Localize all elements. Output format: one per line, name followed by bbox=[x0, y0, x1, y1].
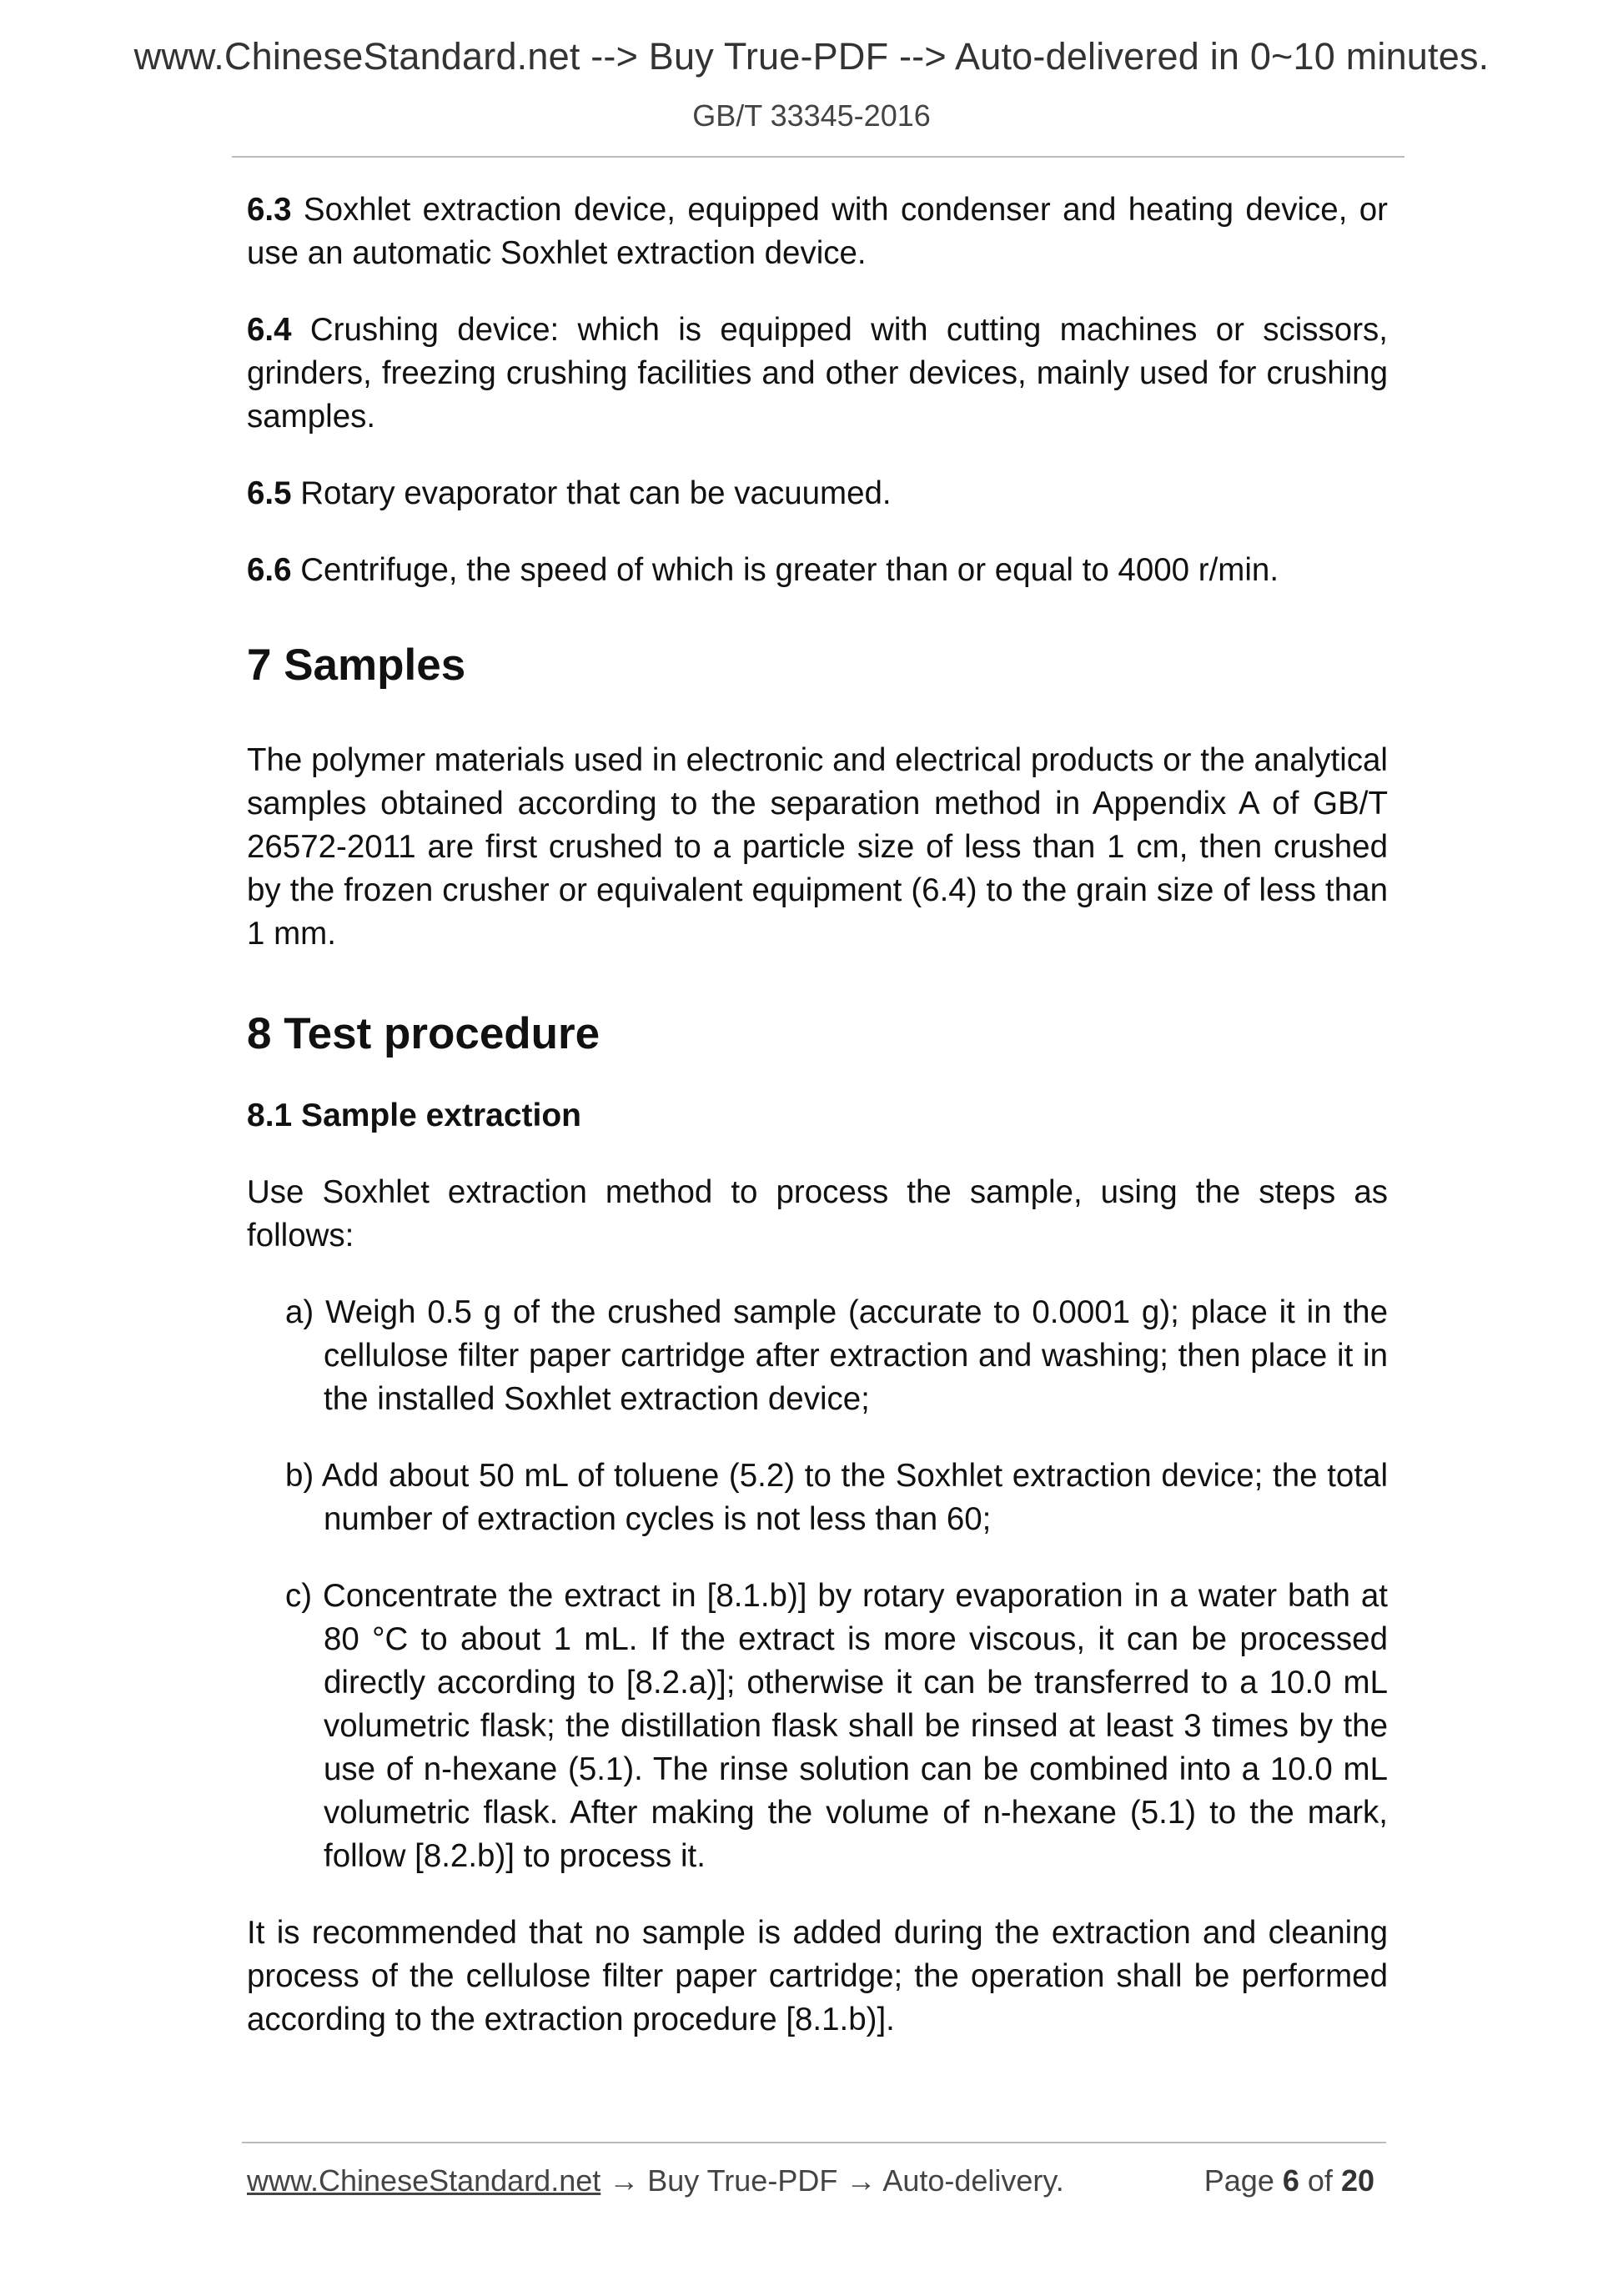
list-item: c) Concentrate the extract in [8.1.b)] by rotary evaporation in a water bath at 80 °C to about 1 mL. If the extract is more viscous, it can be processed directly according to [8.2.a)]; otherwise it can be transferred to a 10.0 mL volumetric flask; the distillation flask shall be rinsed at least 3 times by the use of n-hexane (5.1). The rinse solution can be combined into a 10.0 mL volumetric flask. After making the volume of n-hexane (5.1) to the mark, follow [8.2.b)] to process it. bbox=[285, 1578, 1388, 1874]
section-7-body: The polymer materials used in electronic and electrical products or the analytical samples obtained according to the separation method in Appendix A of GB/T 26572-2011 are first crushed to a particle size of less than 1 cm, then crushed by the frozen crusher or equivalent equipment (6.4) to the grain size of less than 1 mm. bbox=[247, 742, 1388, 952]
standard-code: GB/T 33345-2016 bbox=[692, 98, 931, 133]
clause-6-3 bbox=[247, 188, 1388, 275]
footer bbox=[247, 2163, 1381, 2198]
of-word: of bbox=[1307, 2163, 1333, 2198]
clause-text: Rotary evaporator that can be vacuumed. bbox=[291, 475, 892, 511]
page-word: Page bbox=[1203, 2163, 1274, 2198]
section-8-1-note: It is recommended that no sample is added during the extraction and cleaning process of the cellulose filter paper cartridge; the operation shall be performed according to the extraction procedure [8.1.b)]. bbox=[247, 1915, 1388, 2037]
page-indicator bbox=[1204, 2163, 1374, 2198]
clause-6-4 bbox=[247, 309, 1388, 439]
section-8-heading: 8 Test procedure bbox=[247, 1009, 600, 1058]
list-item: a) Weigh 0.5 g of the crushed sample (accurate to 0.0001 g); place it in the cellulose filter paper cartridge after extraction and washing; then place it in the installed Soxhlet extraction device; bbox=[285, 1294, 1388, 1417]
page-number: 6 bbox=[1282, 2163, 1299, 2198]
footer-divider bbox=[242, 2142, 1386, 2143]
clause-6-6 bbox=[247, 549, 1388, 592]
top-banner: www.ChineseStandard.net --> Buy True-PDF --> Auto-delivered in 0~10 minutes. bbox=[133, 35, 1490, 78]
list-item: b) Add about 50 mL of toluene (5.2) to the Soxhlet extraction device; the total number of extraction cycles is not less than 60; bbox=[285, 1458, 1388, 1537]
clause-text: Crushing device: which is equipped with cutting machines or scissors, grinders, freezing crushing facilities and other devices, mainly used for crushing samples. bbox=[247, 312, 1388, 435]
footer-site-link[interactable]: www.ChineseStandard.net bbox=[247, 2163, 601, 2198]
clause-text: Soxhlet extraction device, equipped with condenser and heating device, or use an automatic Soxhlet extraction device. bbox=[247, 192, 1388, 271]
page-content bbox=[247, 188, 1388, 2042]
clause-6-5 bbox=[247, 472, 1388, 515]
page-total: 20 bbox=[1340, 2163, 1374, 2198]
footer-tagline: → Buy True-PDF → Auto-delivery. bbox=[600, 2163, 1064, 2198]
section-8-1-intro: Use Soxhlet extraction method to process the sample, using the steps as follows: bbox=[247, 1174, 1388, 1254]
section-8-1-heading: 8.1 Sample extraction bbox=[247, 1098, 582, 1133]
clause-number: 6.4 bbox=[247, 312, 292, 348]
section-7-heading: 7 Samples bbox=[247, 641, 466, 690]
clause-text: Centrifuge, the speed of which is greater than or equal to 4000 r/min. bbox=[291, 552, 1279, 588]
header-divider bbox=[232, 156, 1404, 158]
clause-number: 6.3 bbox=[247, 192, 292, 228]
clause-number: 6.6 bbox=[247, 552, 292, 588]
clause-number: 6.5 bbox=[247, 475, 292, 511]
